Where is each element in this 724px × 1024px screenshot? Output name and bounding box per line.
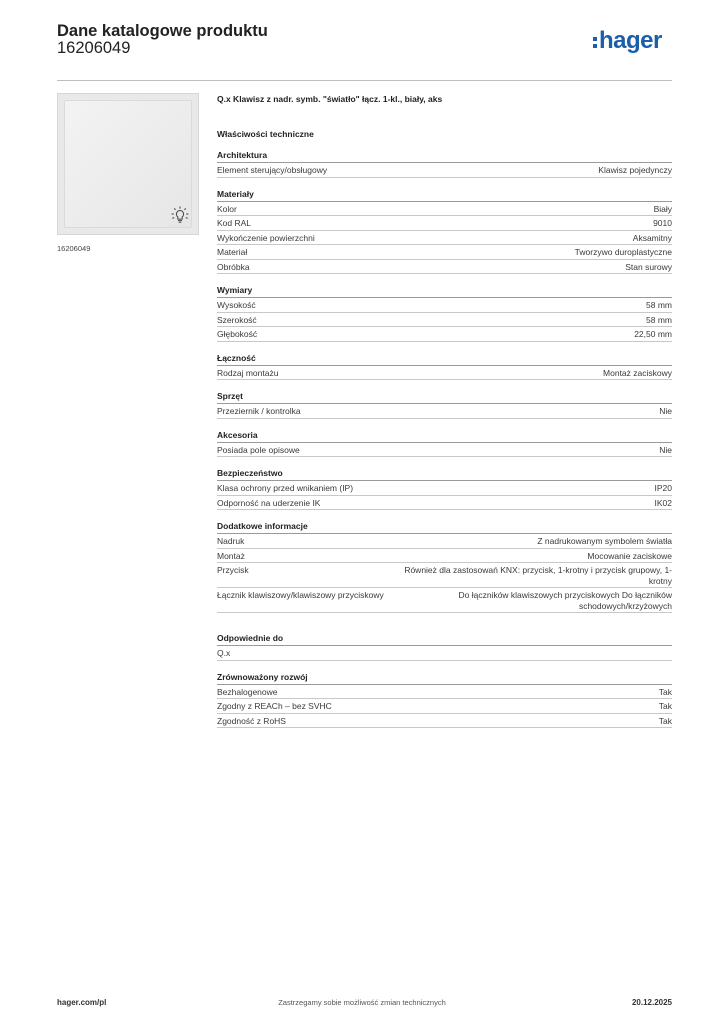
spec-row: [217, 481, 672, 496]
product-name: Q.x Klawisz z nadr. symb. "światło" łącz. 1-kl., biały, aks: [217, 94, 443, 104]
spec-label: Przycisk: [217, 565, 249, 575]
footer-notice: Zastrzegamy sobie możliwość zmian technicznych: [278, 998, 446, 1007]
footer-date: 20.12.2025: [631, 998, 672, 1007]
spec-label: Obróbka: [217, 261, 250, 272]
spec-value: Tak: [658, 715, 672, 726]
spec-label: Posiada pole opisowe: [217, 444, 300, 455]
spec-section: [217, 285, 672, 342]
spec-value: IP20: [654, 483, 672, 493]
spec-label: Montaż: [217, 550, 245, 561]
section-title: Architektura: [217, 150, 672, 163]
spec-label: Kolor: [217, 203, 237, 214]
spec-label: Przeziernik / kontrolka: [217, 406, 301, 416]
spec-row: [217, 366, 672, 381]
spec-row: [217, 646, 672, 661]
spec-row: [217, 216, 672, 231]
logo-dots-icon: [593, 37, 597, 48]
spec-section: [217, 672, 672, 729]
spec-label: Odporność na uderzenie IK: [217, 497, 321, 508]
spec-value: Również dla zastosowań KNX: przycisk, 1-krotny i przycisk grupowy, 1-krotny: [404, 565, 672, 586]
spec-value: 58 mm: [646, 300, 672, 310]
spec-label: Materiał: [217, 247, 248, 257]
header-divider: [57, 80, 672, 81]
spec-row: [217, 231, 672, 246]
spec-section: [217, 633, 672, 661]
footer-website[interactable]: hager.com/pl: [57, 998, 107, 1007]
section-title: Zrównoważony rozwój: [217, 672, 672, 685]
spec-row: [217, 588, 672, 613]
spec-row: [217, 298, 672, 313]
spec-value: Klawisz pojedynczy: [598, 165, 672, 175]
spec-label: Bezhalogenowe: [217, 686, 278, 697]
spec-row: [217, 260, 672, 275]
spec-value: 22,50 mm: [634, 329, 672, 339]
light-bulb-icon: [169, 206, 191, 224]
spec-row: [217, 714, 672, 729]
spec-value: Do łączników klawiszowych przyciskowych Do łączników schodowych/krzyżowych: [458, 590, 672, 611]
spec-value: Z nadrukowanym symbolem światła: [537, 536, 672, 546]
image-caption: 16206049: [57, 244, 91, 253]
spec-row: [217, 549, 672, 564]
section-title: Materiały: [217, 189, 672, 202]
spec-section: [217, 189, 672, 275]
spec-label: Rodzaj montażu: [217, 367, 279, 378]
technical-specification: [217, 92, 672, 739]
spec-value: Montaż zaciskowy: [603, 367, 672, 378]
spec-value: Stan surowy: [625, 261, 672, 272]
spec-section: [217, 468, 672, 510]
spec-value: Biały: [653, 203, 672, 214]
spec-row: [217, 404, 672, 419]
spec-label: Szerokość: [217, 314, 257, 325]
spec-label: Głębokość: [217, 329, 258, 339]
spec-value: IK02: [654, 497, 672, 508]
spec-row: [217, 202, 672, 217]
spec-label: Wysokość: [217, 300, 256, 310]
spec-label: Nadruk: [217, 536, 245, 546]
spec-label: Zgodność z RoHS: [217, 715, 286, 726]
section-title: Wymiary: [217, 285, 672, 298]
spec-row: [217, 685, 672, 700]
spec-value: Aksamitny: [632, 232, 672, 243]
spec-label: Klasa ochrony przed wnikaniem (IP): [217, 483, 354, 493]
spec-section: [217, 430, 672, 458]
spec-row: [217, 327, 672, 342]
product-image: [57, 93, 199, 235]
spec-row: [217, 563, 672, 588]
section-title: Bezpieczeństwo: [217, 468, 672, 481]
spec-value: Tak: [658, 686, 672, 697]
spec-value: Nie: [659, 444, 672, 455]
hager-logo[interactable]: [593, 27, 662, 55]
spec-section: [217, 150, 672, 178]
spec-row: [217, 534, 672, 549]
spec-sections: [217, 150, 672, 728]
section-title: Sprzęt: [217, 391, 672, 404]
spec-label: Łącznik klawiszowy/klawiszowy przyciskowy: [217, 590, 384, 600]
spec-value: Tworzywo duroplastyczne: [574, 247, 672, 257]
spec-heading: Właściwości techniczne: [217, 129, 314, 139]
spec-row: [217, 699, 672, 714]
logo-text: hager: [599, 27, 662, 54]
spec-label: Kod RAL: [217, 218, 252, 228]
spec-row: [217, 163, 672, 178]
spec-value: Nie: [659, 406, 672, 416]
spec-value: 9010: [653, 218, 672, 228]
section-title: Odpowiednie do: [217, 633, 672, 646]
section-title: Dodatkowe informacje: [217, 521, 672, 534]
spec-section: [217, 521, 672, 613]
spec-row: [217, 313, 672, 328]
spec-value: Mocowanie zaciskowe: [587, 550, 672, 561]
spec-section: [217, 353, 672, 381]
spec-label: Zgodny z REACh – bez SVHC: [217, 701, 332, 711]
page-title: Dane katalogowe produktu: [57, 22, 268, 40]
spec-value: 58 mm: [646, 314, 672, 325]
section-title: Akcesoria: [217, 430, 672, 443]
spec-label: Wykończenie powierzchni: [217, 232, 315, 243]
spec-label: Element sterujący/obsługowy: [217, 165, 328, 175]
spec-row: [217, 496, 672, 511]
spec-value: Tak: [658, 701, 672, 711]
product-number: 16206049: [57, 39, 131, 57]
spec-label: Q.x: [217, 648, 231, 658]
spec-row: [217, 245, 672, 260]
section-title: Łączność: [217, 353, 672, 366]
spec-row: [217, 443, 672, 458]
spec-section: [217, 391, 672, 419]
